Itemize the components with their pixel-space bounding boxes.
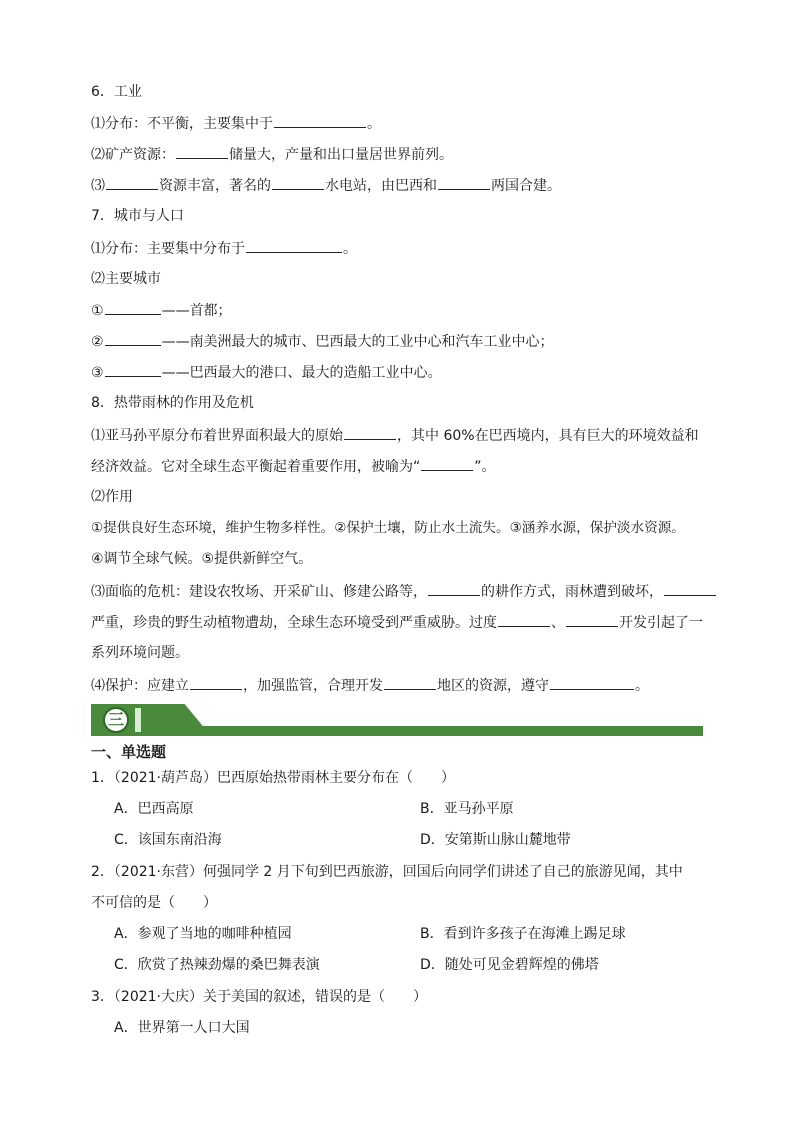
banner-number-badge: 三 bbox=[103, 707, 129, 733]
fill-blank[interactable] bbox=[274, 113, 366, 128]
city-2-text: ——南美洲最大的城市、巴西最大的工业中心和汽车工业中心； bbox=[161, 334, 554, 350]
s8-item-1 bbox=[91, 425, 699, 446]
s7-item-1 bbox=[91, 238, 357, 259]
fill-blank[interactable] bbox=[550, 675, 634, 690]
city-3 bbox=[91, 362, 442, 383]
fill-blank[interactable] bbox=[664, 581, 716, 596]
s8-item-2: ⑵作用 bbox=[91, 489, 133, 505]
s6-item-3-end: 两国合建。 bbox=[491, 178, 561, 194]
s7-item-1-end: 。 bbox=[343, 241, 357, 257]
q3-option-a[interactable]: A．世界第一人口大国 bbox=[114, 1020, 250, 1036]
s8-item-4-end: 。 bbox=[635, 678, 649, 694]
city-2 bbox=[91, 331, 554, 352]
s8-item-4-text: ⑷保护：应建立 bbox=[91, 678, 189, 694]
question-1-stem: 1．（2021·葫芦岛）巴西原始热带雨林主要分布在（ ） bbox=[91, 770, 455, 786]
city-3-text: ——巴西最大的港口、最大的造船工业中心。 bbox=[161, 365, 442, 381]
fill-blank[interactable] bbox=[384, 675, 436, 690]
s8-item-3-text4: 开发引起了一 bbox=[619, 615, 703, 631]
section-heading: 一、单选题 bbox=[91, 743, 167, 761]
fill-blank[interactable] bbox=[272, 175, 324, 190]
s8-item-3-end: 系列环境问题。 bbox=[91, 645, 189, 661]
fill-blank[interactable] bbox=[105, 362, 161, 377]
s8-item-1-end: ”。 bbox=[474, 459, 496, 475]
fill-blank[interactable] bbox=[428, 581, 480, 596]
fill-blank[interactable] bbox=[421, 456, 473, 471]
section-7-title: 7．城市与人口 bbox=[91, 208, 184, 224]
s8-item-3-cont bbox=[91, 612, 703, 633]
question-2-stem: 2．（2021·东营）何强同学 2 月下旬到巴西旅游，回国后向同学们讲述了自己的旅游见闻，其中 bbox=[91, 864, 683, 880]
s6-item-3-text2: 资源丰富，著名的 bbox=[159, 178, 271, 194]
city-1-text: ——首都； bbox=[161, 303, 232, 319]
city-2-marker: ② bbox=[91, 334, 104, 350]
q1-option-d[interactable]: D．安第斯山脉山麓地带 bbox=[420, 832, 571, 848]
s7-item-1-text: ⑴分布：主要集中分布于 bbox=[91, 241, 245, 257]
s6-item-2-end: 储量大，产量和出口量居世界前列。 bbox=[229, 147, 453, 163]
s6-item-1-end: 。 bbox=[367, 116, 381, 132]
q2-option-d[interactable]: D．随处可见金碧辉煌的佛塔 bbox=[420, 957, 599, 973]
fill-blank[interactable] bbox=[344, 425, 396, 440]
s8-item-3 bbox=[91, 581, 717, 602]
q1-option-a[interactable]: A．巴西高原 bbox=[114, 801, 194, 817]
question-2-stem-cont: 不可信的是（ ） bbox=[91, 895, 217, 911]
s8-item-1-text3: 经济效益。它对全球生态平衡起着重要作用，被喻为“ bbox=[91, 459, 421, 475]
s6-item-3 bbox=[91, 175, 561, 196]
s8-item-3-text3: 严重，珍贵的野生动植物遭劫，全球生态环境受到严重威胁。过度 bbox=[91, 615, 497, 631]
s6-item-1-text: ⑴分布：不平衡，主要集中于 bbox=[91, 116, 273, 132]
s8-functions-2: ④调节全球气候。⑤提供新鲜空气。 bbox=[91, 551, 313, 567]
city-1-marker: ① bbox=[91, 303, 104, 319]
s8-item-1-text: ⑴亚马孙平原分布着世界面积最大的原始 bbox=[91, 428, 343, 444]
s8-item-3-text: ⑶面临的危机：建设农牧场、开采矿山、修建公路等， bbox=[91, 584, 427, 600]
s6-item-2-text: ⑵矿产资源： bbox=[91, 147, 175, 163]
question-3-stem: 3．（2021·大庆）关于美国的叙述，错误的是（ ） bbox=[91, 989, 427, 1005]
s8-item-3-text2: 的耕作方式，雨林遭到破坏， bbox=[481, 584, 663, 600]
s8-item-1-cont bbox=[91, 456, 496, 477]
fill-blank[interactable] bbox=[106, 175, 158, 190]
fill-blank[interactable] bbox=[190, 675, 242, 690]
s7-item-2: ⑵主要城市 bbox=[91, 271, 161, 287]
fill-blank[interactable] bbox=[498, 612, 550, 627]
q2-option-b[interactable]: B．看到许多孩子在海滩上踢足球 bbox=[420, 926, 626, 942]
fill-blank[interactable] bbox=[176, 144, 228, 159]
s6-item-2 bbox=[91, 144, 453, 165]
s8-item-4 bbox=[91, 675, 649, 696]
section-8-title: 8．热带雨林的作用及危机 bbox=[91, 395, 254, 411]
q1-option-b[interactable]: B．亚马孙平原 bbox=[420, 801, 514, 817]
section-6-title: 6．工业 bbox=[91, 84, 142, 100]
s8-item-3-sep: 、 bbox=[551, 615, 565, 631]
fill-blank[interactable] bbox=[105, 331, 161, 346]
city-1 bbox=[91, 300, 232, 321]
city-3-marker: ③ bbox=[91, 365, 104, 381]
s8-item-4-text2: ，加强监管，合理开发 bbox=[243, 678, 383, 694]
fill-blank[interactable] bbox=[438, 175, 490, 190]
q2-option-c[interactable]: C．欣赏了热辣劲爆的桑巴舞表演 bbox=[114, 957, 320, 973]
q2-option-a[interactable]: A．参观了当地的咖啡种植园 bbox=[114, 926, 292, 942]
fill-blank[interactable] bbox=[566, 612, 618, 627]
banner-shade bbox=[135, 708, 141, 732]
s6-item-3-text3: 水电站，由巴西和 bbox=[325, 178, 437, 194]
q1-option-c[interactable]: C．该国东南沿海 bbox=[114, 832, 222, 848]
s6-item-1 bbox=[91, 113, 381, 134]
fill-blank[interactable] bbox=[105, 300, 161, 315]
fill-blank[interactable] bbox=[246, 238, 342, 253]
section-banner bbox=[91, 704, 703, 736]
s8-item-4-text3: 地区的资源，遵守 bbox=[437, 678, 549, 694]
s8-item-1-text2: ，其中 60%在巴西境内，具有巨大的环境效益和 bbox=[397, 428, 699, 444]
s6-item-3-text: ⑶ bbox=[91, 178, 105, 194]
s8-functions-1: ①提供良好生态环境，维护生物多样性。②保护土壤，防止水土流失。③涵养水源，保护淡水资源。 bbox=[91, 520, 685, 536]
